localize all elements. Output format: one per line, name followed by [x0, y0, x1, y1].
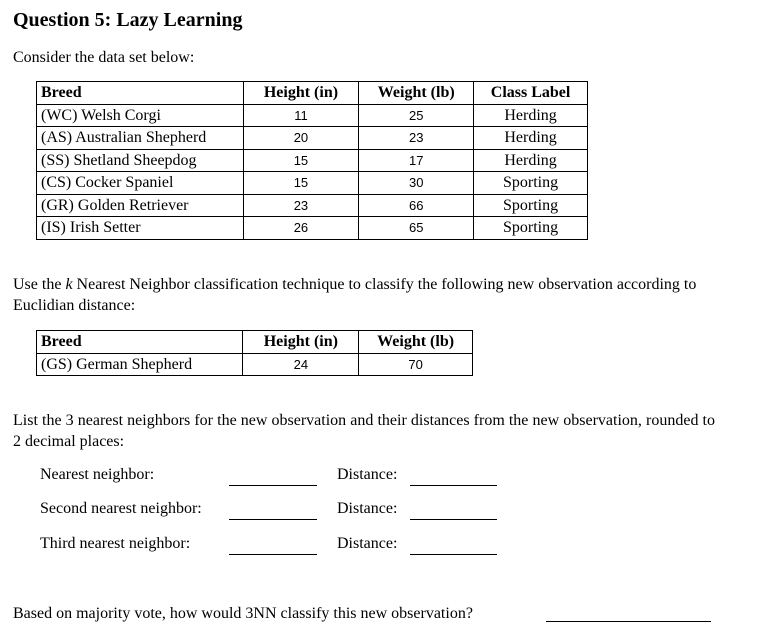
cell-height: 26: [243, 217, 359, 240]
cell-height: 23: [243, 194, 359, 217]
cell-class: Herding: [474, 104, 588, 127]
cell-breed: (CS) Cocker Spaniel: [37, 172, 244, 195]
cell-class: Sporting: [474, 194, 588, 217]
header-class: Class Label: [474, 82, 588, 105]
cell-breed: (GS) German Shepherd: [37, 353, 243, 376]
nearest-neighbor-label: Nearest neighbor:: [40, 466, 155, 483]
third-distance-blank[interactable]: [410, 554, 497, 555]
header-height: Height (in): [243, 82, 359, 105]
header-weight: Weight (lb): [359, 331, 473, 354]
header-breed: Breed: [37, 82, 244, 105]
header-weight: Weight (lb): [359, 82, 474, 105]
third-distance-label: Distance:: [337, 535, 398, 552]
cell-class: Sporting: [474, 172, 588, 195]
cell-height: 20: [243, 127, 359, 150]
cell-height: 24: [243, 353, 359, 376]
final-question-text: Based on majority vote, how would 3NN classify this new observation?: [13, 605, 473, 622]
observation-table: [36, 330, 473, 376]
cell-breed: (IS) Irish Setter: [37, 217, 244, 240]
second-neighbor-label: Second nearest neighbor:: [40, 500, 202, 517]
cell-breed: (AS) Australian Shepherd: [37, 127, 244, 150]
nearest-distance-label: Distance:: [337, 466, 398, 483]
cell-weight: 25: [359, 104, 474, 127]
intro-text: Consider the data set below:: [13, 49, 195, 66]
header-height: Height (in): [243, 331, 359, 354]
question-title: Question 5: Lazy Learning: [13, 9, 243, 31]
table-row: [37, 127, 588, 150]
cell-height: 11: [243, 104, 359, 127]
list-instruction-text: List the 3 nearest neighbors for the new observation and their distances from the new observation, rounded to 2 decimal places:: [13, 412, 715, 450]
nearest-neighbor-blank[interactable]: [229, 485, 317, 486]
second-distance-label: Distance:: [337, 500, 398, 517]
table-row: [37, 149, 588, 172]
cell-weight: 17: [359, 149, 474, 172]
dataset-table: [36, 81, 588, 240]
cell-class: Sporting: [474, 217, 588, 240]
cell-height: 15: [243, 172, 359, 195]
nearest-distance-blank[interactable]: [410, 485, 497, 486]
instruction-rest: Nearest Neighbor classification technique to classify the following new observation according to Euclidian distance:: [13, 276, 697, 314]
table-header-row: [37, 331, 473, 354]
cell-weight: 65: [359, 217, 474, 240]
cell-weight: 30: [359, 172, 474, 195]
cell-breed: (SS) Shetland Sheepdog: [37, 149, 244, 172]
table-row: [37, 104, 588, 127]
table-header-row: [37, 82, 588, 105]
third-neighbor-blank[interactable]: [229, 554, 317, 555]
cell-class: Herding: [474, 127, 588, 150]
third-neighbor-label: Third nearest neighbor:: [40, 535, 191, 552]
cell-class: Herding: [474, 149, 588, 172]
cell-height: 15: [243, 149, 359, 172]
cell-breed: (WC) Welsh Corgi: [37, 104, 244, 127]
classification-answer-blank[interactable]: [546, 621, 711, 622]
instruction-text: [13, 274, 725, 316]
cell-weight: 66: [359, 194, 474, 217]
cell-breed: (GR) Golden Retriever: [37, 194, 244, 217]
table-row: [37, 194, 588, 217]
table-row: [37, 172, 588, 195]
table-row: [37, 217, 588, 240]
cell-weight: 23: [359, 127, 474, 150]
second-distance-blank[interactable]: [410, 519, 497, 520]
instruction-start: Use the: [13, 276, 66, 293]
table-row: [37, 353, 473, 376]
header-breed: Breed: [37, 331, 243, 354]
k-variable: k: [65, 276, 73, 293]
cell-weight: 70: [359, 353, 473, 376]
second-neighbor-blank[interactable]: [229, 519, 317, 520]
